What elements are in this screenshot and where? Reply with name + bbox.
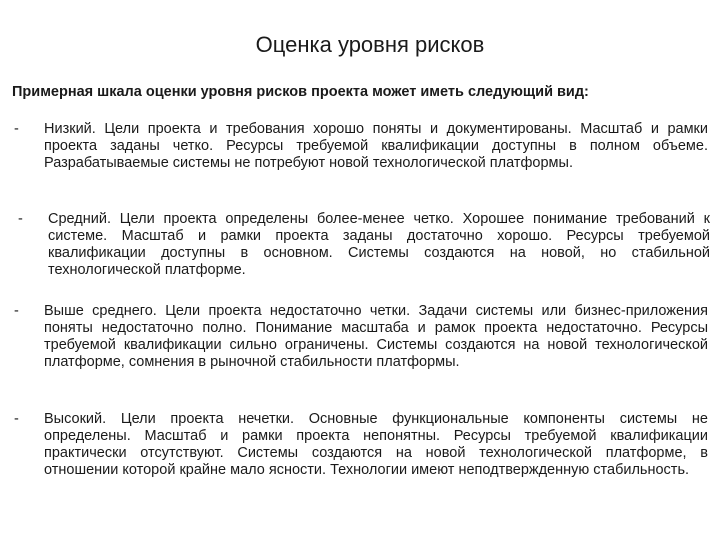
risk-level-text: Средний. Цели проекта определены более-менее четко. Хорошее понимание требований к системе. Масштаб и рамки проекта заданы достаточно хорошо. Ресурсы требуемой квалификации доступны в основном. Системы создаются на новой, но стабильной технологической платформе.: [48, 211, 710, 278]
risk-level-text: Низкий. Цели проекта и требования хорошо поняты и документированы. Масштаб и рамки проекта заданы четко. Ресурсы требуемой квалификации доступны в полном объеме. Разрабатываемые системы не потребуют новой технологической платформы.: [44, 121, 708, 171]
bullet-dash: -: [18, 211, 23, 227]
slide-title: Оценка уровня рисков: [255, 32, 485, 57]
risk-level-low: [14, 121, 708, 172]
bullet-dash: -: [14, 303, 19, 319]
risk-level-high: [14, 411, 708, 479]
bullet-dash: -: [14, 411, 19, 427]
slide-subtitle: Примерная шкала оценки уровня рисков проекта может иметь следующий вид:: [12, 84, 589, 100]
risk-level-text: Выше среднего. Цели проекта недостаточно четки. Задачи системы или бизнес-приложения поняты недостаточно полно. Понимание масштаба и рамок проекта недостаточно. Ресурсы требуемой квалификации сильно ограничены. Системы создаются на новой технологической платформе, сомнения в рыночной стабильности платформы.: [44, 303, 708, 370]
risk-level-above-medium: [14, 303, 708, 371]
risk-level-text: Высокий. Цели проекта нечетки. Основные функциональные компоненты системы не определены. Масштаб и рамки проекта непонятны. Ресурсы требуемой квалификации практически отсутствуют. Системы создаются на новой технологической платформе, в отношении которой крайне мало ясности. Технологии имеют неподтвержденную стабильность.: [44, 411, 708, 478]
bullet-dash: -: [14, 121, 19, 137]
risk-level-medium: [18, 211, 710, 279]
